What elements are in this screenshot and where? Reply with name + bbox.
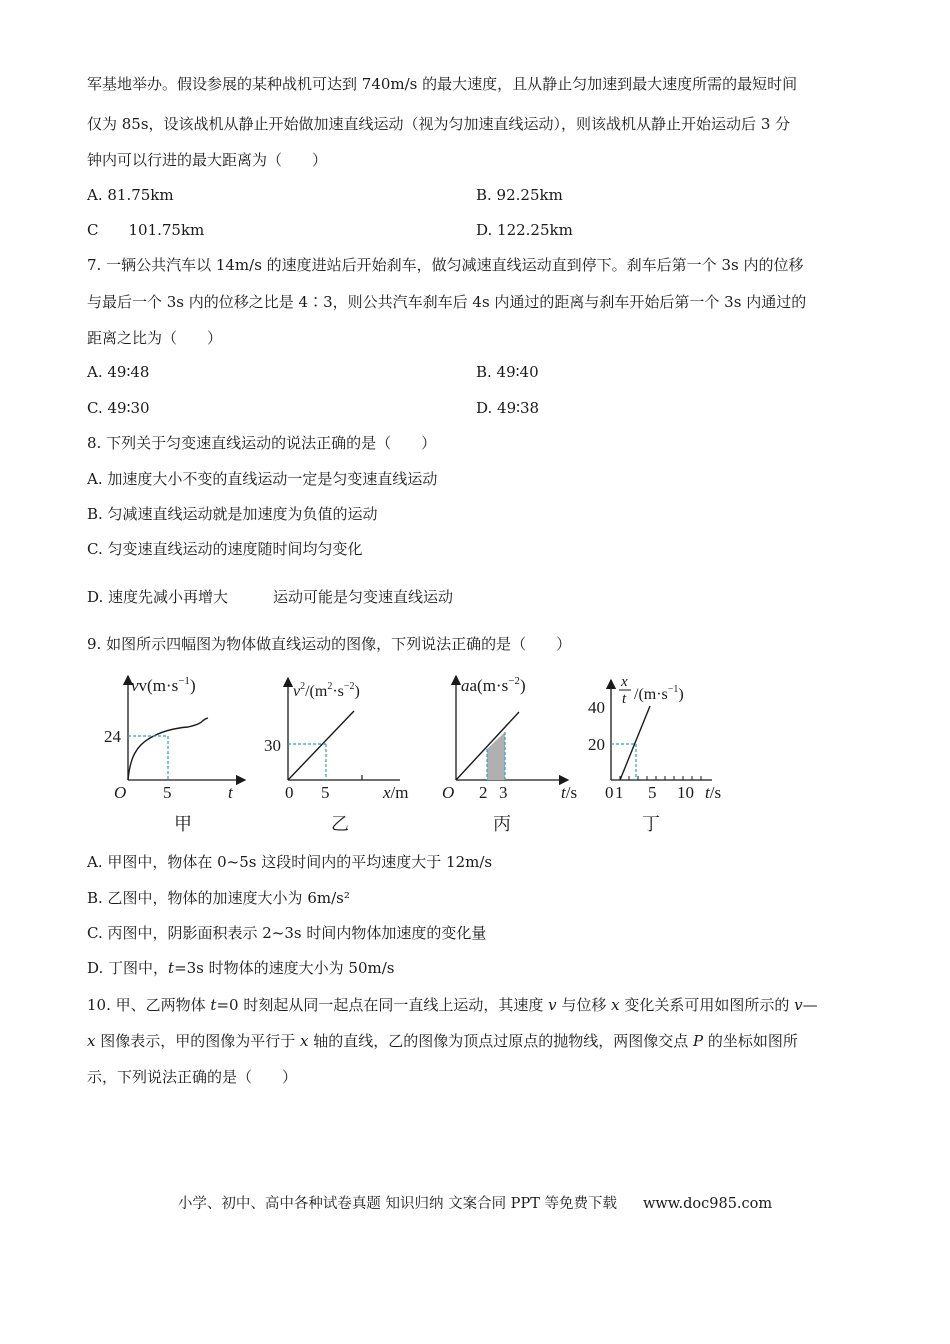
ding-y-num: x [621, 674, 628, 690]
q7-option-b: B. 49∶40 [476, 363, 539, 381]
jia-origin: O [114, 783, 127, 802]
graph-jia [104, 675, 245, 833]
q7-option-a: A. 49∶48 [87, 363, 150, 381]
jia-y-tick: 24 [104, 727, 121, 746]
q6-line-2: 仅为 85s，设该战机从静止开始做加速直线运动（视为匀加速直线运动），则该战机从静止开始运动后 3 分 [87, 115, 791, 133]
q9-option-a: A. 甲图中，物体在 0~5s 这段时间内的平均速度大于 12m/s [87, 853, 493, 871]
q7-line-1: 7. 一辆公共汽车以 14m/s 的速度进站后开始刹车，做匀减速直线运动直到停下。刹车后第一个 3s 内的位移 [87, 256, 804, 274]
q10-line-2: x 图像表示，甲的图像为平行于 x 轴的直线，乙的图像为顶点过原点的抛物线，两图像交点 P 的坐标如图所 [87, 1032, 798, 1050]
q6-option-a: A. 81.75km [87, 186, 174, 204]
q7-option-d: D. 49∶38 [476, 399, 540, 417]
yi-y-label: $v^2/(m^2\cdot s^{-2})$ [293, 681, 360, 700]
bing-y-label: $aa(m\cdot s^{-2})$ [461, 675, 526, 695]
yi-line [288, 711, 354, 780]
q9-option-b: B. 乙图中，物体的加速度大小为 6m/s² [87, 889, 350, 907]
yi-caption: 乙 [331, 814, 349, 833]
q6-line-1: 军基地举办。假设参展的某种战机可达到 740m/s 的最大速度，且从静止匀加速到最大速度所需的最短时间 [87, 75, 798, 93]
footer-url[interactable]: www.doc985.com [642, 1196, 773, 1212]
q7-option-c: C. 49∶30 [87, 399, 150, 417]
q6-line-3: 钟内可以行进的最大距离为（ ） [87, 151, 328, 169]
bing-caption: 丙 [493, 814, 511, 833]
q6-option-d: D. 122.25km [476, 221, 573, 239]
ding-origin: 0 [605, 783, 614, 802]
q10-line-1: 10. 甲、乙两物体 t=0 时刻起从同一起点在同一直线上运动，其速度 v 与位移 x 变化关系可用如图所示的 v— [87, 996, 818, 1014]
graph-yi [264, 678, 409, 833]
q6-option-c: C 101.75km [87, 221, 205, 239]
ding-x-tick-1: 1 [615, 783, 624, 802]
ding-x-label: t/s [705, 783, 722, 802]
jia-caption: 甲 [174, 814, 192, 833]
q10-line-3: 示，下列说法正确的是（ ） [87, 1068, 298, 1086]
ding-line [620, 706, 650, 780]
q8-option-d: D. 速度先减小再增大 运动可能是匀变速直线运动 [87, 588, 454, 606]
yi-x-tick: 5 [321, 783, 330, 802]
q9-graphs-svg [100, 668, 740, 833]
q8-option-b: B. 匀减速直线运动就是加速度为负值的运动 [87, 505, 378, 523]
page-footer [0, 1192, 950, 1213]
ding-caption: 丁 [642, 814, 660, 833]
jia-x-label: t [228, 783, 233, 802]
q9-option-c: C. 丙图中，阴影面积表示 2~3s 时间内物体加速度的变化量 [87, 924, 487, 942]
ding-x-tick-5: 5 [648, 783, 657, 802]
ding-x-tick-10: 10 [677, 783, 694, 802]
bing-x-tick-3: 3 [499, 783, 508, 802]
ding-y-tick-40: 40 [588, 698, 605, 717]
q9-option-d: D. 丁图中，t=3s 时物体的速度大小为 50m/s [87, 959, 395, 977]
yi-x-label: x/m [383, 783, 409, 802]
ding-y-tick-20: 20 [588, 735, 605, 754]
q7-line-3: 距离之比为（ ） [87, 329, 223, 347]
footer-text: 小学、初中、高中各种试卷真题 知识归纳 文案合同 PPT 等免费下载 [177, 1196, 617, 1212]
q8-stem: 8. 下列关于匀变速直线运动的说法正确的是（ ） [87, 434, 437, 452]
bing-shaded-area [487, 732, 505, 780]
q7-line-2: 与最后一个 3s 内的位移之比是 4∶3，则公共汽车刹车后 4s 内通过的距离与刹车开始后第一个 3s 内通过的 [87, 293, 807, 311]
bing-x-label: t/s [561, 783, 578, 802]
jia-x-tick: 5 [163, 783, 172, 802]
yi-y-tick: 30 [264, 736, 281, 755]
bing-origin: O [442, 783, 455, 802]
q8-option-c: C. 匀变速直线运动的速度随时间均匀变化 [87, 540, 363, 558]
yi-origin: 0 [285, 783, 294, 802]
bing-x-tick-2: 2 [479, 783, 488, 802]
graph-ding [588, 674, 721, 833]
q8-option-a: A. 加速度大小不变的直线运动一定是匀变速直线运动 [87, 470, 438, 488]
ding-y-den: t [622, 691, 627, 707]
q6-option-b: B. 92.25km [476, 186, 563, 204]
q9-stem: 9. 如图所示四幅图为物体做直线运动的图像，下列说法正确的是（ ） [87, 635, 572, 653]
graph-bing [442, 675, 577, 833]
q9-figures [100, 668, 740, 833]
ding-y-unit: $/(m\cdot s^{-1})$ [634, 684, 684, 703]
jia-y-label: $vv(m\cdot s^{-1})$ [131, 675, 196, 695]
